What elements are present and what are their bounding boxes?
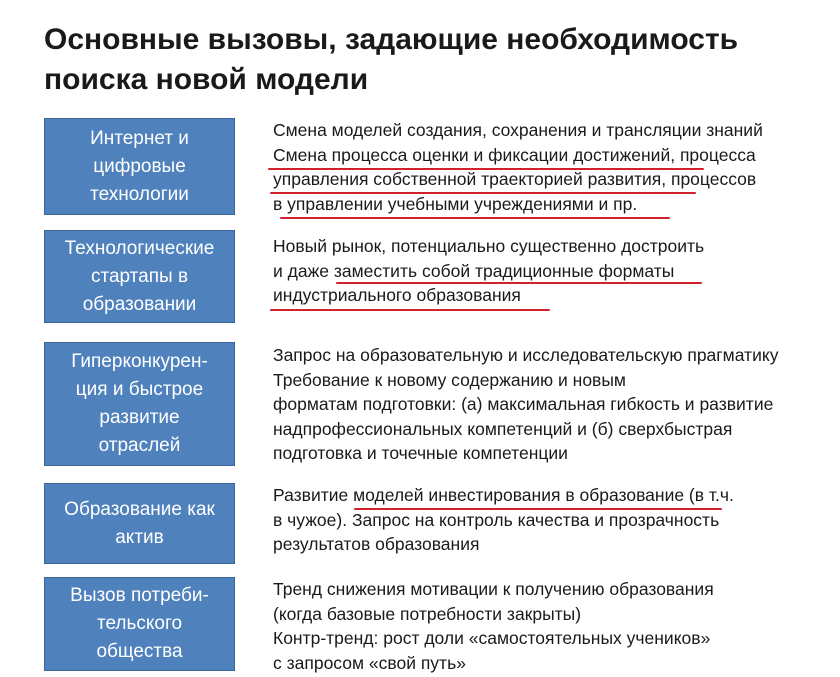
description-line: форматам подготовки: (а) максимальная гибкость и развитие <box>273 394 774 414</box>
slide-title-line-1: Основные вызовы, задающие необходимость <box>44 23 739 56</box>
description-line: управления собственной траекторией развития, процессов <box>273 169 757 189</box>
challenge-label-line: актив <box>115 526 164 548</box>
red-underline <box>268 168 704 170</box>
challenge-label-line: Образование как <box>64 498 215 520</box>
challenge-box-hypercompetition <box>44 342 235 466</box>
description-line: и даже заместить собой традиционные форматы <box>273 260 675 281</box>
challenge-label-line: образовании <box>82 293 197 315</box>
description-line: Смена процесса оценки и фиксации достижений, процесса <box>273 144 756 165</box>
slide-title <box>44 20 824 100</box>
red-underline <box>270 309 550 311</box>
challenge-label <box>71 348 208 460</box>
challenge-label-line: Интернет и <box>90 127 189 149</box>
red-underline <box>354 508 722 510</box>
challenge-label-line: технологии <box>90 183 189 205</box>
challenge-box-consumer-society <box>44 577 235 671</box>
challenge-description-internet <box>273 118 823 216</box>
description-line: Смена моделей создания, сохранения и трансляции знаний <box>273 120 763 140</box>
challenge-label <box>90 125 189 209</box>
challenge-description-hypercompetition <box>273 343 823 466</box>
challenge-label-line: тельского <box>96 613 183 634</box>
description-line: Контр-тренд: рост доли «самостоятельных учеников» <box>273 628 711 648</box>
challenge-label-line: Технологические <box>64 237 215 259</box>
description-line: Развитие моделей инвестирования в образование (в т.ч. <box>273 485 734 505</box>
red-underline <box>270 192 696 194</box>
challenge-description-consumer-society <box>273 577 823 675</box>
challenge-description-startups <box>273 234 823 308</box>
challenge-label-line: отраслей <box>98 435 181 456</box>
slide-title-line-2: поиска новой модели <box>44 63 369 96</box>
challenge-label-line: ция и быстрое <box>75 379 204 400</box>
challenge-label <box>70 582 209 666</box>
challenge-box-internet <box>44 118 235 215</box>
description-line: в чужое). Запрос на контроль качества и прозрачность <box>273 509 720 530</box>
description-line: Запрос на образовательную и исследовательскую прагматику <box>273 345 779 365</box>
challenge-label-line: развитие <box>99 407 180 428</box>
challenge-label-line: цифровые <box>93 155 186 177</box>
description-line: в управлении учебными учреждениями и пр. <box>273 193 638 214</box>
description-line: Новый рынок, потенциально существенно достроить <box>273 236 705 256</box>
description-line: надпрофессиональных компетенций и (б) сверхбыстрая <box>273 418 733 439</box>
description-line: Тренд снижения мотивации к получению образования <box>273 579 714 599</box>
challenge-label <box>65 235 215 319</box>
description-line: Требование к новому содержанию и новым <box>273 369 626 390</box>
description-line: результатов образования <box>273 534 480 554</box>
description-line: индустриального образования <box>273 285 521 305</box>
red-underline <box>280 217 670 219</box>
challenge-box-education-asset <box>44 483 235 564</box>
challenge-label-line: стартапы в <box>90 265 189 287</box>
challenge-description-education-asset <box>273 483 823 557</box>
challenge-box-startups <box>44 230 235 323</box>
challenge-label-line: Гиперконкурен- <box>71 351 208 372</box>
description-line: с запросом «свой путь» <box>273 652 466 673</box>
challenge-label-line: общества <box>96 641 183 662</box>
description-line: (когда базовые потребности закрыты) <box>273 603 582 624</box>
challenge-label-line: Вызов потреби- <box>70 585 209 606</box>
description-line: подготовка и точечные компетенции <box>273 443 568 463</box>
challenge-label <box>64 496 215 552</box>
red-underline <box>336 282 702 284</box>
